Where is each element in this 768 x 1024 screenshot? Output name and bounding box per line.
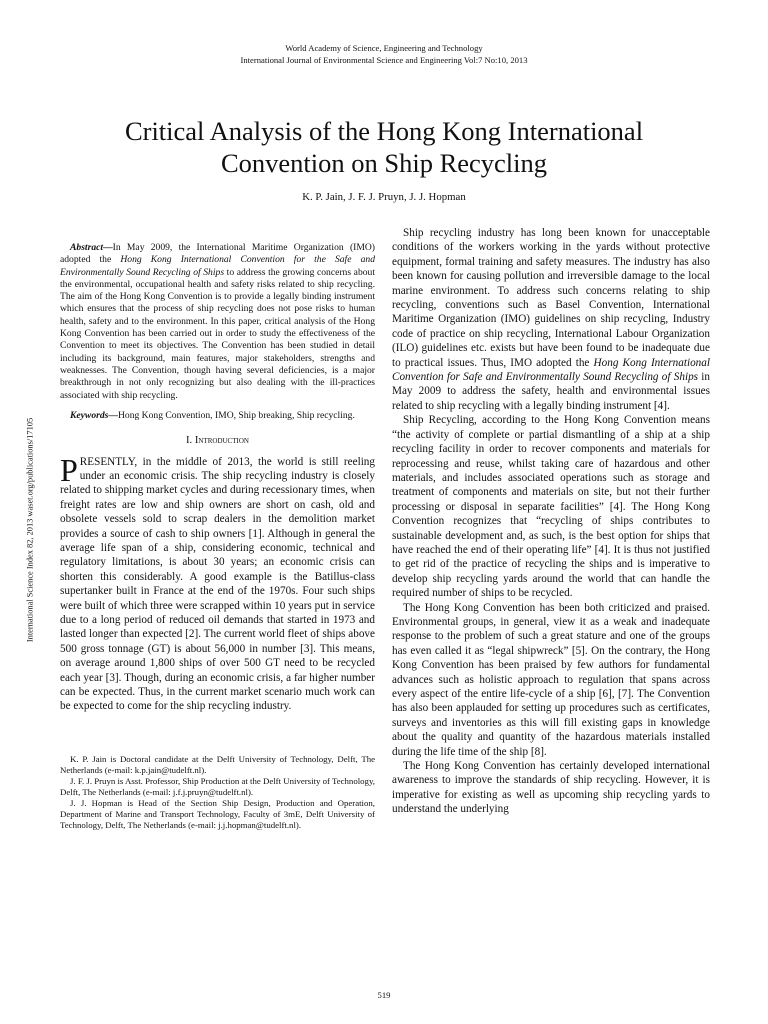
right-paragraph-2: Ship Recycling, according to the Hong Kong Convention means “the activity of complete or partial dismantling of a ship at a ship recycling facility in order to recover components and materials for reprocessing and reuse, whilst taking care of hazardous and other materials, and includes associated operations such as storage and treatment of components and materials on site, but not their further processing or disposal in separate facilities” [4]. The Hong Kong Convention recognizes that “recycling of ships contributes to sustainable development and, as such, is the best option for ships that have reached the end of their operating life” [4]. It is thus not justified to get rid of the practice of recycling the ships and is imperative to develop ship recycling yards around the world that can handle the required number of ships to be recycled. [392,414,710,600]
footnote-1: K. P. Jain is Doctoral candidate at the Delft University of Technology, Delft, The Netherlands (e-mail: k.p.jain@tudelft.nl). [60,753,375,775]
author-list: K. P. Jain, J. F. J. Pruyn, J. J. Hopman [302,191,466,203]
right-column [392,226,710,817]
keywords [60,410,375,422]
drop-cap: P [60,451,78,488]
abstract-convention-name: Hong Kong International Convention for the Safe and Environmentally Sound Recycling of Ships [60,254,375,278]
right-paragraph-3: The Hong Kong Convention has been both criticized and praised. Environmental groups, in general, view it as a weak and inadequate response to the problem of such a great stature and one of the groups has even called it as “legal shipwreck” [5]. On the contrary, the Hong Kong Convention has been praised by few authors for fundamental advances such as holistic approach to regulation that spans across every aspect of the entire life-cycle of a ship [6], [7]. The Convention has also been applauded for setting up procedures such as certificates, surveys and inventories as this will fill existing gaps in knowledge about the quality and quantity of the hazardous materials installed during the life time of the ship [8]. [392,601,710,758]
paper-title [60,115,708,179]
abstract-text-1: In May 2009, the International Maritime Organization (IMO) adopted the [60,242,375,266]
abstract-label: Abstract [70,242,104,253]
header-line-2: International Journal of Environmental Science and Engineering Vol:7 No:10, 2013 [240,55,528,65]
side-margin-text: International Science Index 82, 2013 waset.org/publications/17105 [25,417,35,643]
left-column [60,242,375,831]
title-line-2: Convention on Ship Recycling [220,148,548,178]
keywords-label: Keywords [70,409,109,421]
right-paragraph-1-text-a: Ship recycling industry has long been known for unacceptable conditions of the workers working in the yards without protective equipment, formal training and safety measures. The industry has also been known for causing pollution and irreversible damage to the local marine environment. To address such concerns relating to ship recycling, conventions such as Basel Convention, International Maritime Organization (IMO) guidelines on ship recycling, Industry code of practice on ship recycling, International Labour Organization (ILO) guidelines etc. exists but have been found to be inadequate due to practical issues. Thus, IMO adopted the [392,227,710,369]
intro-paragraph-1-text: RESENTLY, in the middle of 2013, the world is still reeling under an economic crisis. The ship recycling industry is closely related to shipping market cycles and during recessionary times, when freight rates are low and ship owners are short on cash, old and obsolete vessels sold to scrap dealers in the demolition market provides a source of cash to ship owners [1]. Although in general the average life span of a ship, considering economic, technical and regulatory limitations, is about 30 years; an economic crisis can shorten this considerably. A good example is the Batillus-class supertanker built in France at the end of the 1970s. Four such ships were built of which three were scrapped within 10 years put in service due to a long period of reduced oil demands that started in 1973 and lasted longer than expected [2]. The current world fleet of ships above 500 gross tonnage (GT) is about 56,000 in number [3]. This means, on average around 1,800 ships of over 500 GT need to be recycled each year [3]. Though, during an economic crisis, a far higher number can be expected. Thus, in the current market scenario much work can be expected to come for the ship recycling industry. [60,455,375,713]
intro-paragraph-1 [60,451,375,714]
right-paragraph-1 [392,226,710,413]
abstract-text-2: to address the growing concerns about the environmental, occupational health and safety risks related to ship recycling. The aim of the Hong Kong Convention is to provide a legally binding instrument which ensures that the process of ship recycling does not pose risks to human health, safety and to the environment. In this paper, critical analysis of the Hong Kong Convention has been carried out in order to study the effectiveness of the Convention to meet its objectives. The Convention has been studied in detail including its background, main features, major stakeholders, strengths and weaknesses. The Convention, though having several deficiencies, is a major breakthrough in not only recognizing but also dealing with the ill-practices associated with ship recycling. [60,266,375,401]
title-line-1: Critical Analysis of the Hong Kong International [124,116,644,146]
abstract [60,242,375,422]
header-line-1: World Academy of Science, Engineering and Technology [285,43,483,53]
footnote-3: J. J. Hopman is Head of the Section Ship Design, Production and Operation, Department of Marine and Transport Technology, Faculty of 3mE, Delft University of Technology, Delft, The Netherlands (e-mail: j.j.hopman@tudelft.nl). [60,797,375,830]
section-title: Introduction [194,435,249,447]
abstract-dash: — [103,242,113,253]
keywords-dash: — [108,409,118,421]
right-paragraph-4: The Hong Kong Convention has certainly developed international awareness to improve the standards of ship recycling. However, it is imperative for existing as well as upcoming ship recycling yards to understand the underlying [392,760,710,816]
section-number: I. [186,435,195,447]
footnote-2: J. F. J. Pruyn is Asst. Professor, Ship Production at the Delft University of Technology, Delft, The Netherlands (e-mail: j.f.j.pruyn@tudelft.nl). [60,775,375,797]
author-footnotes [60,754,375,831]
right-convention-name: Hong Kong International Convention for Safe and Environmentally Sound Recycling of Ships [392,356,710,384]
right-paragraph-1-text-b: in May 2009 to address the safety, health and environmental issues related to ship recycling with a legally binding instrument [4]. [392,371,711,412]
abstract-paragraph [60,242,375,402]
journal-header [0,42,768,66]
keywords-text: Hong Kong Convention, IMO, Ship breaking, Ship recycling. [117,409,355,421]
section-heading-introduction [60,434,375,448]
page-number: 519 [377,990,391,1000]
introduction-text [60,451,375,714]
side-margin-note [23,380,37,680]
